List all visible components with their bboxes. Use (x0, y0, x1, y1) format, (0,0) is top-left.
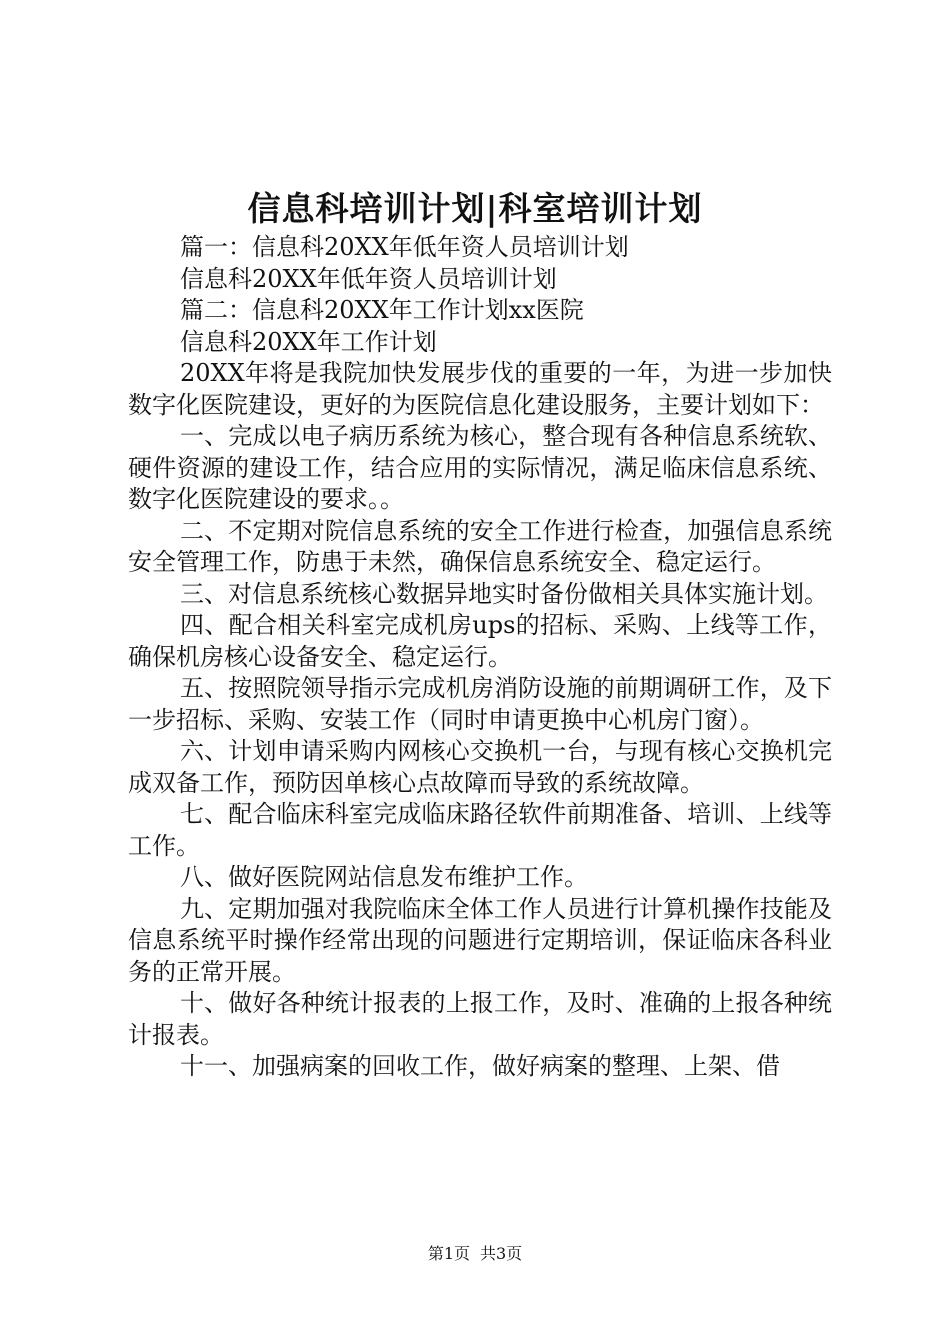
page-number-current: 第1页 (427, 1244, 470, 1263)
paragraph-item-6: 六、计划申请采购内网核心交换机一台，与现有核心交换机完成双备工作，预防因单核心点故障而导致的系统故障。 (128, 737, 832, 797)
section-subtitle-1: 信息科20XX年低年资人员培训计划 (180, 264, 557, 293)
paragraph-item-9: 九、定期加强对我院临床全体工作人员进行计算机操作技能及信息系统平时操作经常出现的问题进行定期培训，保证临床各科业务的正常开展。 (128, 894, 832, 986)
paragraph-item-4: 四、配合相关科室完成机房ups的招标、采购、上线等工作，确保机房核心设备安全、稳定运行。 (128, 611, 832, 671)
section-subtitle-2: 信息科20XX年工作计划 (180, 327, 437, 356)
section-heading-1: 篇一：信息科20XX年低年资人员培训计划 (180, 233, 629, 261)
page-footer (0, 1242, 950, 1266)
paragraph-item-8: 八、做好医院网站信息发布维护工作。 (180, 863, 588, 891)
paragraph-item-1: 一、完成以电子病历系统为核心，整合现有各种信息系统软、硬件资源的建设工作，结合应用的实际情况，满足临床信息系统、数字化医院建设的要求。。 (128, 422, 832, 513)
section-heading-2: 篇二：信息科20XX年工作计划xx医院 (180, 296, 584, 324)
paragraph-item-7: 七、配合临床科室完成临床路径软件前期准备、培训、上线等工作。 (128, 800, 832, 860)
paragraph-item-3: 三、对信息系统核心数据异地实时备份做相关具体实施计划。 (180, 579, 828, 608)
document-body (128, 232, 832, 1083)
document-title: 信息科培训计划|科室培训计划 (247, 189, 703, 228)
paragraph-item-2: 二、不定期对院信息系统的安全工作进行检查，加强信息系统安全管理工作，防患于未然，确保信息系统安全、稳定运行。 (128, 516, 832, 576)
paragraph-item-11: 十一、加强病案的回收工作，做好病案的整理、上架、借 (180, 1052, 780, 1080)
paragraph-item-10: 十、做好各种统计报表的上报工作，及时、准确的上报各种统计报表。 (128, 989, 832, 1049)
page-number-total: 共3页 (480, 1244, 523, 1263)
paragraph-item-5: 五、按照院领导指示完成机房消防设施的前期调研工作，及下一步招标、采购、安装工作（同时申请更换中心机房门窗）。 (128, 674, 832, 734)
paragraph-intro: 20XX年将是我院加快发展步伐的重要的一年，为进一步加快数字化医院建设，更好的为医院信息化建设服务，主要计划如下： (128, 359, 832, 419)
